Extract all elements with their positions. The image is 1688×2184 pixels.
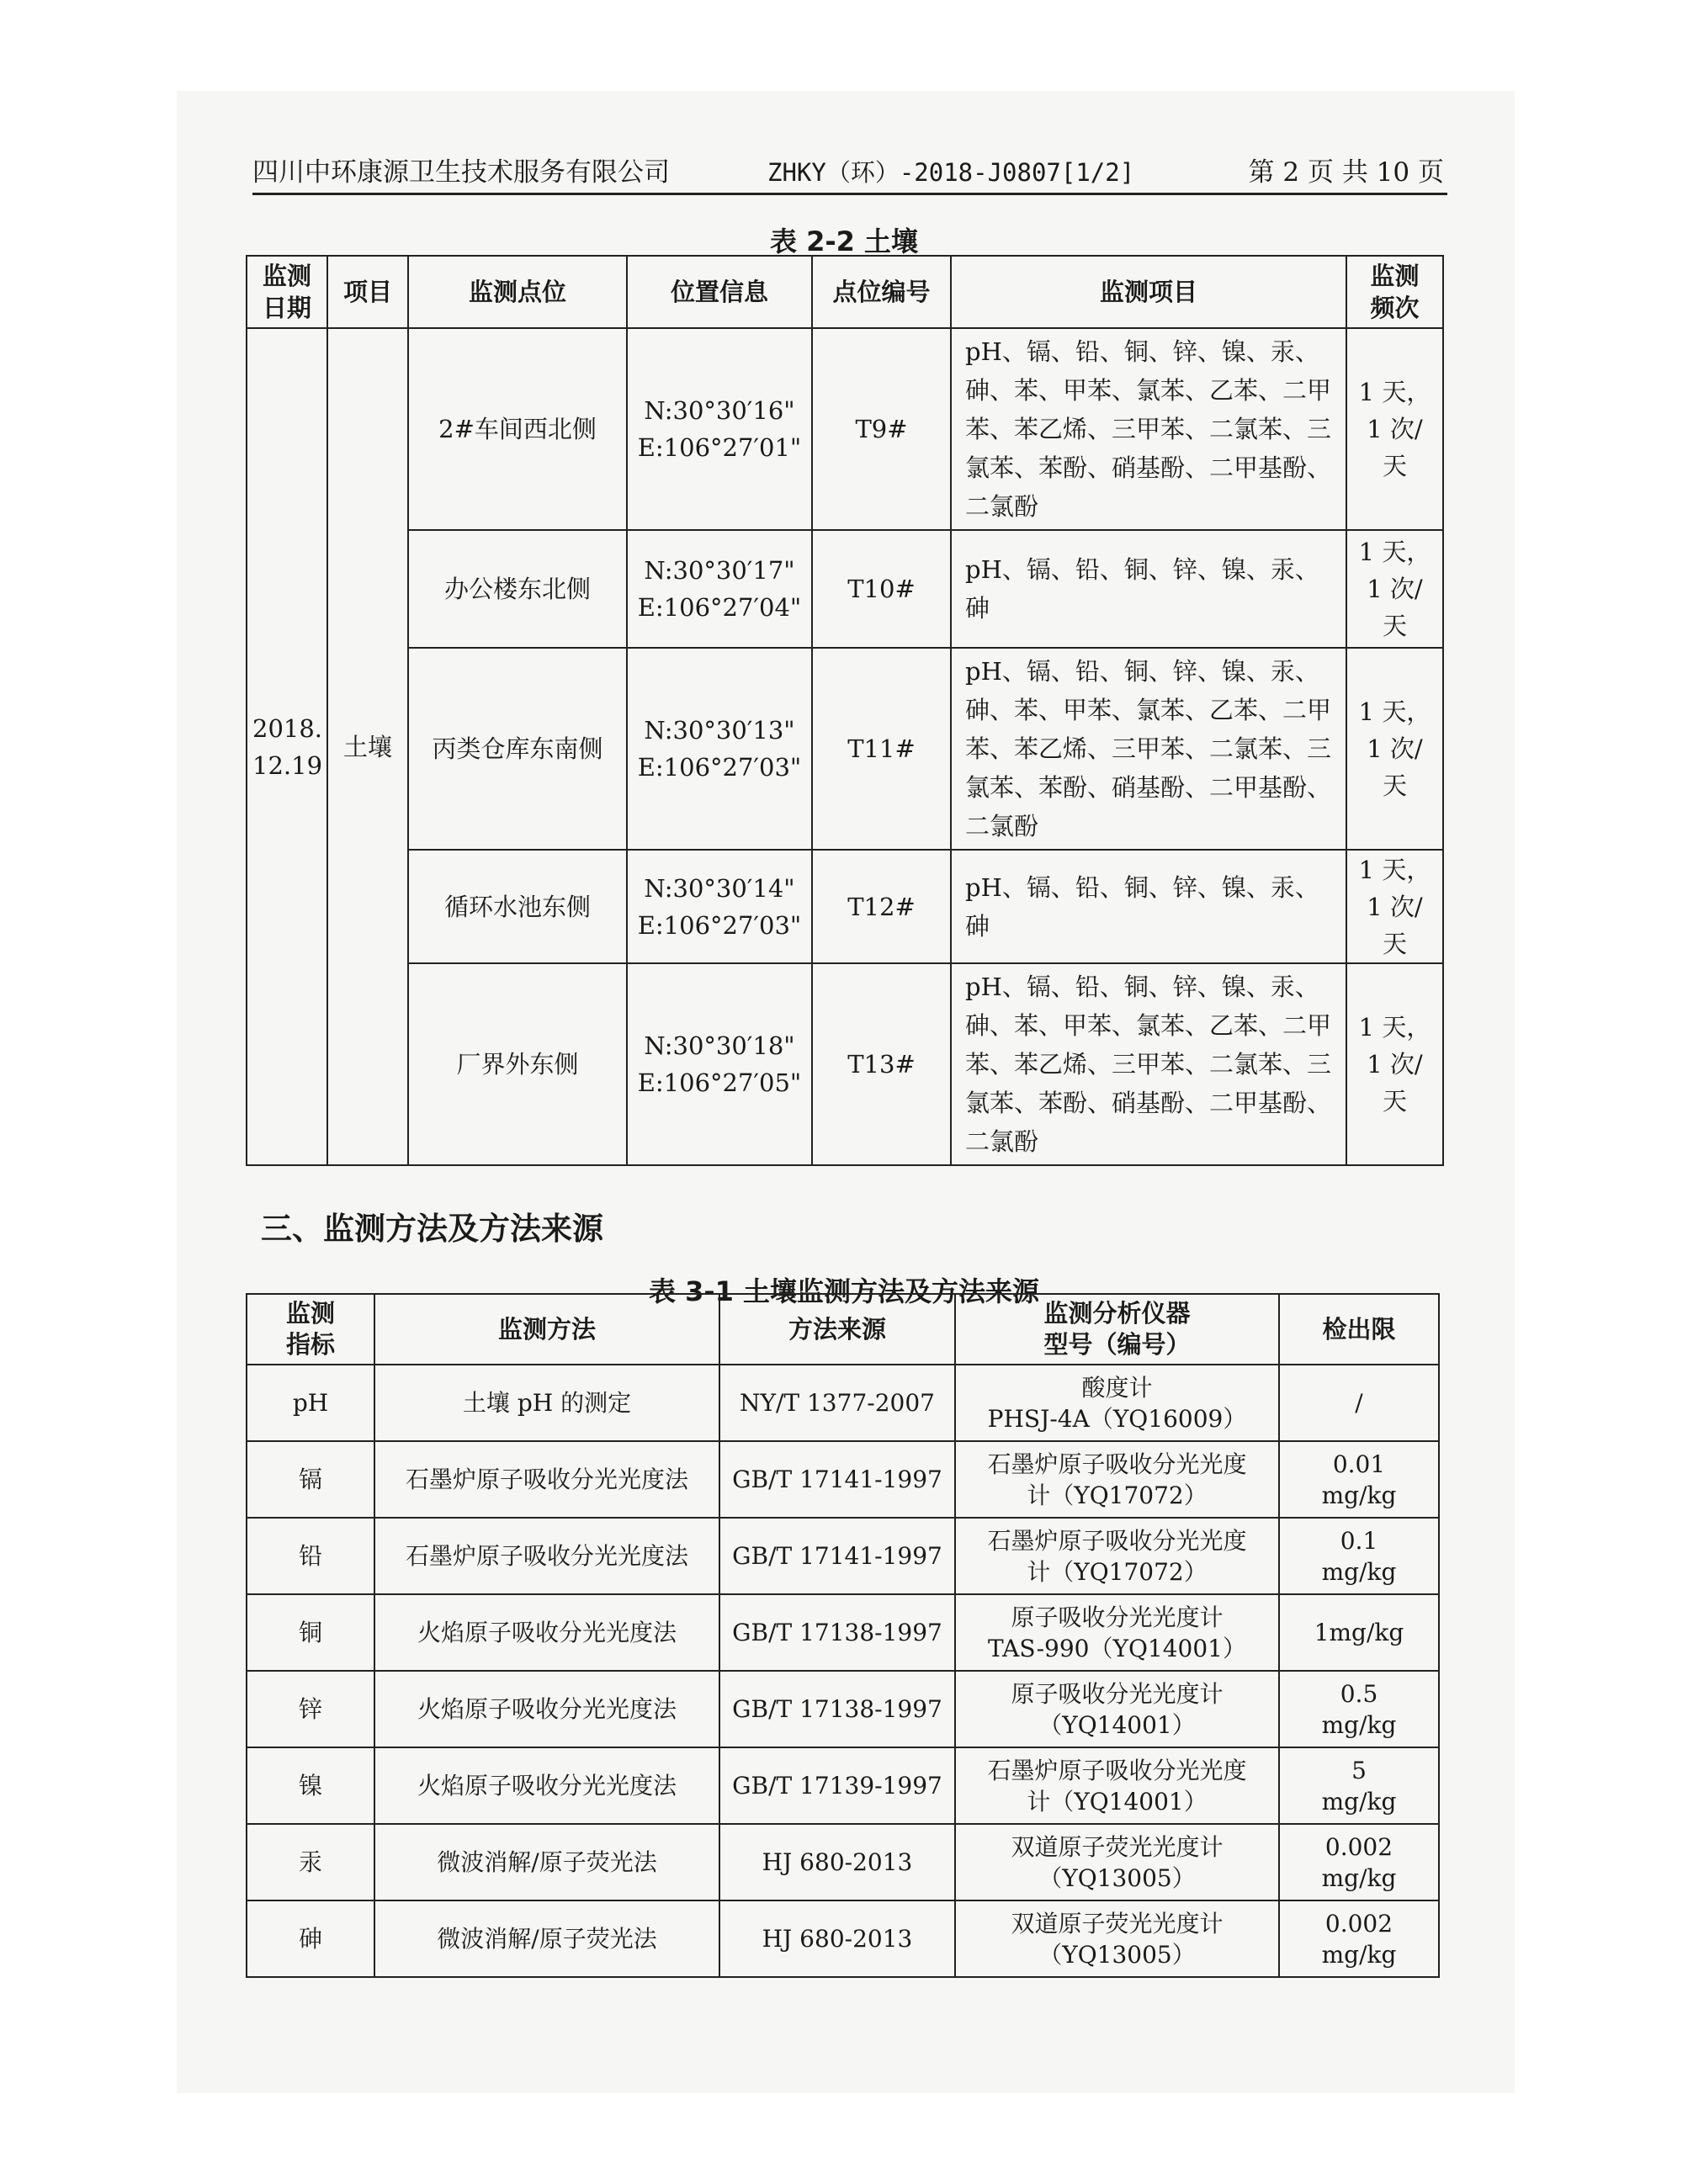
frequency: 1 天， 1 次/ 天 (1346, 648, 1443, 850)
monitoring-methods-table (246, 1293, 1440, 1978)
company-name: 四川中环康源卫生技术服务有限公司 (252, 157, 670, 188)
method: 微波消解/原子荧光法 (374, 1900, 719, 1977)
location-info: N:30°30′16" E:106°27′01" (627, 328, 812, 530)
location-info: N:30°30′18" E:106°27′05" (627, 963, 812, 1165)
sampling-date: 2018. 12.19 (247, 328, 327, 1165)
table-row (247, 1518, 1439, 1594)
monitor-items: pH、镉、铅、铜、锌、镍、汞、砷、苯、甲苯、氯苯、乙苯、二甲苯、苯乙烯、三甲苯、二氯苯、三氯苯、苯酚、硝基酚、二甲基酚、二氯酚 (951, 963, 1346, 1165)
indicator: 铅 (247, 1518, 374, 1594)
method-source: GB/T 17138-1997 (719, 1594, 955, 1671)
detection-limit: 0.002 mg/kg (1279, 1900, 1439, 1977)
method: 石墨炉原子吸收分光光度法 (374, 1441, 719, 1518)
method: 火焰原子吸收分光光度法 (374, 1594, 719, 1671)
table-row (247, 963, 1443, 1165)
instrument: 原子吸收分光光度计 TAS-990（YQ14001） (955, 1594, 1279, 1671)
instrument: 原子吸收分光光度计 （YQ14001） (955, 1671, 1279, 1747)
method-source: GB/T 17138-1997 (719, 1671, 955, 1747)
table-header-row (247, 1294, 1439, 1365)
method: 微波消解/原子荧光法 (374, 1824, 719, 1900)
page-header (252, 156, 1447, 195)
table-3-1-caption: 表 3-1 土壤监测方法及方法来源 (648, 1275, 1040, 1307)
indicator: pH (247, 1365, 374, 1441)
indicator: 砷 (247, 1900, 374, 1977)
method: 石墨炉原子吸收分光光度法 (374, 1518, 719, 1594)
monitor-point: 丙类仓库东南侧 (408, 648, 627, 850)
method: 土壤 pH 的测定 (374, 1365, 719, 1441)
soil-sampling-table (246, 255, 1444, 1166)
table-row (247, 648, 1443, 850)
instrument: 双道原子荧光光度计 （YQ13005） (955, 1900, 1279, 1977)
table-row (247, 530, 1443, 648)
col-header-detection-limit: 检出限 (1279, 1294, 1439, 1365)
point-code: T9# (812, 328, 951, 530)
frequency: 1 天， 1 次/ 天 (1346, 328, 1443, 530)
point-code: T13# (812, 963, 951, 1165)
table-row (247, 1900, 1439, 1977)
point-code: T12# (812, 850, 951, 963)
col-header-indicator: 监测 指标 (247, 1294, 374, 1365)
instrument: 双道原子荧光光度计 （YQ13005） (955, 1824, 1279, 1900)
indicator: 铜 (247, 1594, 374, 1671)
table-row (247, 1365, 1439, 1441)
table-row (247, 1594, 1439, 1671)
point-code: T11# (812, 648, 951, 850)
indicator: 镉 (247, 1441, 374, 1518)
method: 火焰原子吸收分光光度法 (374, 1747, 719, 1824)
monitor-items: pH、镉、铅、铜、锌、镍、汞、砷、苯、甲苯、氯苯、乙苯、二甲苯、苯乙烯、三甲苯、二氯苯、三氯苯、苯酚、硝基酚、二甲基酚、二氯酚 (951, 648, 1346, 850)
detection-limit: 0.01 mg/kg (1279, 1441, 1439, 1518)
location-info: N:30°30′13" E:106°27′03" (627, 648, 812, 850)
table-row (247, 1671, 1439, 1747)
location-info: N:30°30′17" E:106°27′04" (627, 530, 812, 648)
col-header-date: 监测 日期 (247, 256, 327, 328)
col-header-location: 位置信息 (627, 256, 812, 328)
col-header-source: 方法来源 (719, 1294, 955, 1365)
method-source: HJ 680-2013 (719, 1824, 955, 1900)
method-source: GB/T 17141-1997 (719, 1518, 955, 1594)
instrument: 石墨炉原子吸收分光光度 计（YQ17072） (955, 1518, 1279, 1594)
col-header-monitor-items: 监测项目 (951, 256, 1346, 328)
monitor-point: 厂界外东侧 (408, 963, 627, 1165)
method-source: NY/T 1377-2007 (719, 1365, 955, 1441)
detection-limit: 0.1 mg/kg (1279, 1518, 1439, 1594)
monitor-items: pH、镉、铅、铜、锌、镍、汞、砷、苯、甲苯、氯苯、乙苯、二甲苯、苯乙烯、三甲苯、二氯苯、三氯苯、苯酚、硝基酚、二甲基酚、二氯酚 (951, 328, 1346, 530)
col-header-point: 监测点位 (408, 256, 627, 328)
table-row (247, 1747, 1439, 1824)
col-header-method: 监测方法 (374, 1294, 719, 1365)
detection-limit: / (1279, 1365, 1439, 1441)
detection-limit: 5 mg/kg (1279, 1747, 1439, 1824)
col-header-instrument: 监测分析仪器 型号（编号） (955, 1294, 1279, 1365)
report-number: ZHKY（环）-2018-J0807[1/2] (767, 158, 1135, 187)
method-source: HJ 680-2013 (719, 1900, 955, 1977)
table-row (247, 328, 1443, 530)
location-info: N:30°30′14" E:106°27′03" (627, 850, 812, 963)
indicator: 汞 (247, 1824, 374, 1900)
page-number: 第 2 页 共 10 页 (1248, 157, 1444, 188)
point-code: T10# (812, 530, 951, 648)
monitor-items: pH、镉、铅、铜、锌、镍、汞、砷 (951, 530, 1346, 648)
monitor-point: 办公楼东北侧 (408, 530, 627, 648)
method-source: GB/T 17139-1997 (719, 1747, 955, 1824)
monitor-point: 循环水池东侧 (408, 850, 627, 963)
instrument: 石墨炉原子吸收分光光度 计（YQ17072） (955, 1441, 1279, 1518)
sample-item: 土壤 (327, 328, 408, 1165)
instrument: 酸度计 PHSJ-4A（YQ16009） (955, 1365, 1279, 1441)
detection-limit: 1mg/kg (1279, 1594, 1439, 1671)
table-2-2-caption: 表 2-2 土壤 (769, 225, 919, 257)
frequency: 1 天， 1 次/ 天 (1346, 530, 1443, 648)
monitor-items: pH、镉、铅、铜、锌、镍、汞、砷 (951, 850, 1346, 963)
frequency: 1 天， 1 次/ 天 (1346, 850, 1443, 963)
detection-limit: 0.5 mg/kg (1279, 1671, 1439, 1747)
col-header-code: 点位编号 (812, 256, 951, 328)
col-header-item: 项目 (327, 256, 408, 328)
table-row (247, 1441, 1439, 1518)
col-header-frequency: 监测 频次 (1346, 256, 1443, 328)
table-row (247, 850, 1443, 963)
indicator: 镍 (247, 1747, 374, 1824)
monitor-point: 2#车间西北侧 (408, 328, 627, 530)
instrument: 石墨炉原子吸收分光光度 计（YQ14001） (955, 1747, 1279, 1824)
section-3-title: 三、监测方法及方法来源 (261, 1211, 603, 1247)
method-source: GB/T 17141-1997 (719, 1441, 955, 1518)
detection-limit: 0.002 mg/kg (1279, 1824, 1439, 1900)
table-row (247, 1824, 1439, 1900)
indicator: 锌 (247, 1671, 374, 1747)
method: 火焰原子吸收分光光度法 (374, 1671, 719, 1747)
frequency: 1 天， 1 次/ 天 (1346, 963, 1443, 1165)
table-header-row (247, 256, 1443, 328)
